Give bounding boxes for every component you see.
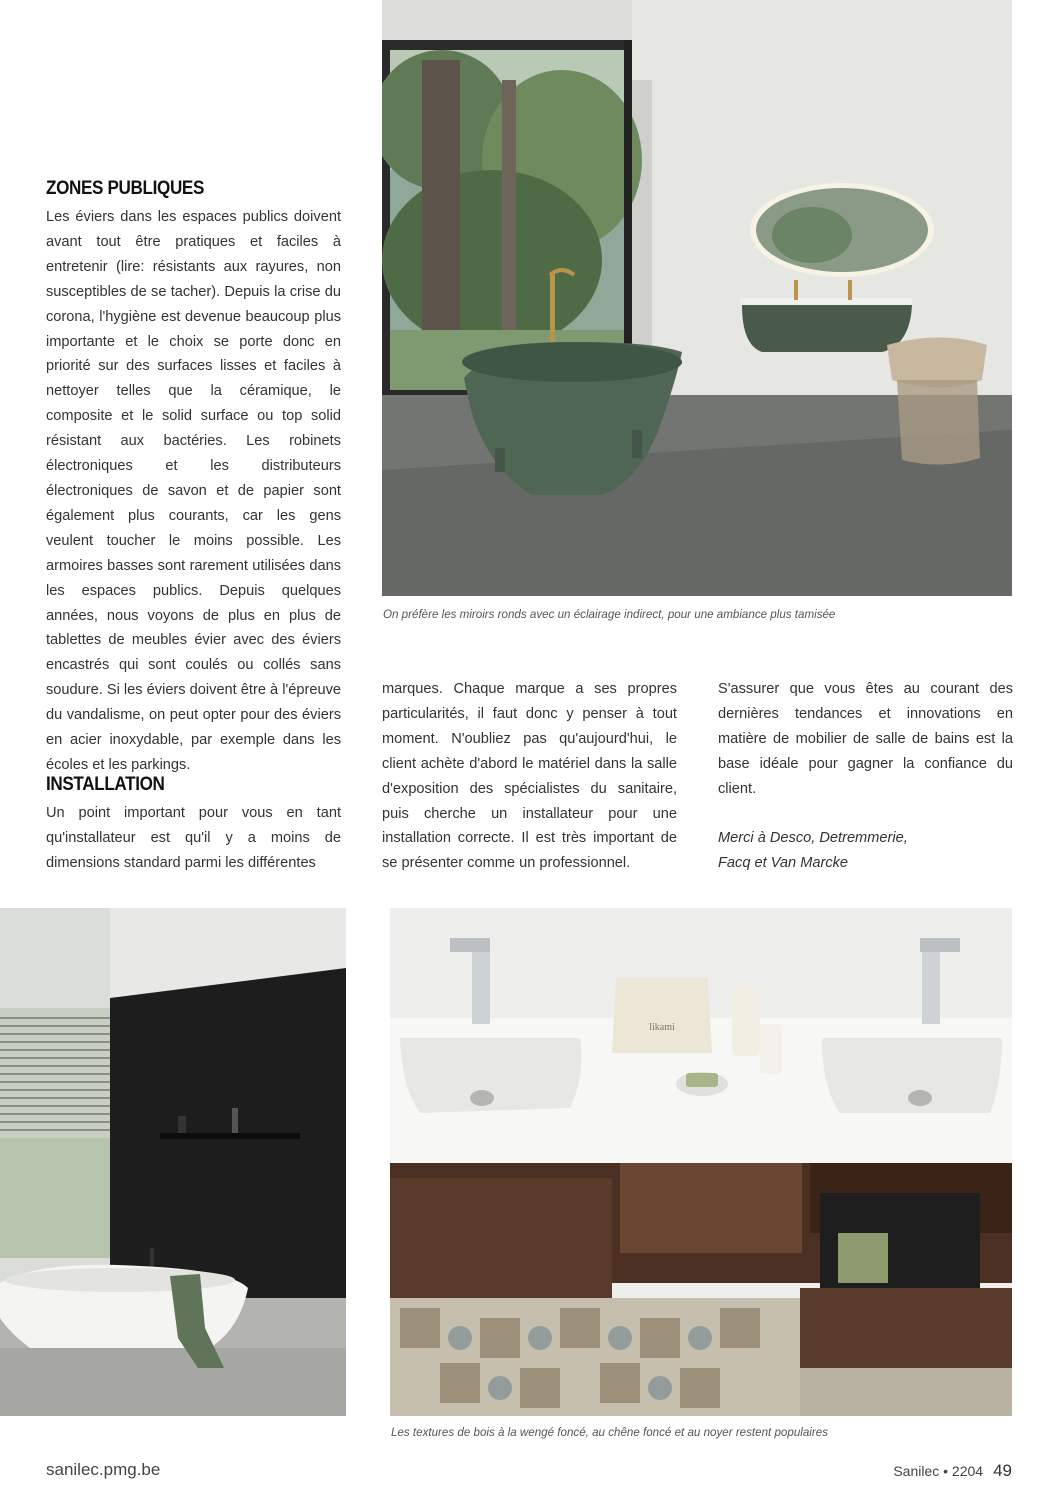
heading-installation: INSTALLATION [46,774,165,795]
col2-body-text: marques. Chaque marque a ses propres particularités, il faut donc y penser à tout moment. N'oubliez pas qu'aujourd'hui, le client achète d'abord le matériel dans la salle d'exposition des spécialistes du sanitaire, puis cherche un installateur pour une installation correcte. Il est très important de se présenter comme un professionnel. [382,681,677,872]
photo-white-bathtub [0,908,346,1416]
caption-top-photo: On préfère les miroirs ronds avec un éclairage indirect, pour une ambiance plus tamisée [383,608,836,621]
thanks-line-1: Merci à Desco, Detremmerie, [718,830,908,846]
photo-green-bathtub [382,0,1012,596]
zones-body-text: Les éviers dans les espaces publics doivent avant tout être pratiques et faciles à entretenir (lire: résistants aux rayures, non susceptibles de se tacher). Depuis la crise du corona, l'hygiène est devenue beaucoup plus importante et le choix se porte donc en priorité sur des surfaces lisses et faciles à nettoyer telles que la céramique, le composite et le solid surface ou top solid résistant aux bactéries. Les robinets électroniques et les distributeurs électroniques de savon et de papier sont également plus courants, car les gens veulent toucher le moins possible. Les armoires basses sont rarement utilisées dans les espaces publics. Depuis quelques années, nous voyons de plus en plus de tablettes de meubles évier avec des éviers encastrés qui sont coulés ou collés sans soudure. Si les éviers doivent être à l'épreuve du vandalisme, on peut opter pour des éviers en acier inoxydable, par exemple dans les écoles et les parkings. [46,209,341,773]
col3-body-text: S'assurer que vous êtes au courant des dernières tendances et innovations en matière de mobilier de salle de bains est la base idéale pour gagner la confiance du client. [718,681,1013,797]
footer-issue [893,1461,1012,1481]
heading-zones-publiques: ZONES PUBLIQUES [46,178,205,199]
photo-double-vanity [390,908,1012,1416]
footer-site-url[interactable]: sanilec.pmg.be [46,1460,161,1479]
footer-magazine: Sanilec • 2204 [893,1463,984,1479]
caption-bottom-photo: Les textures de bois à la wengé foncé, au chêne foncé et au noyer restent populaires [391,1426,828,1439]
installation-body-text: Un point important pour vous en tant qu'installateur est qu'il y a moins de dimensions standard parmi les différentes [46,805,341,871]
page-number: 49 [993,1461,1012,1480]
thanks-line-2: Facq et Van Marcke [718,855,849,871]
pouch-brand-label: likami [649,1022,675,1033]
